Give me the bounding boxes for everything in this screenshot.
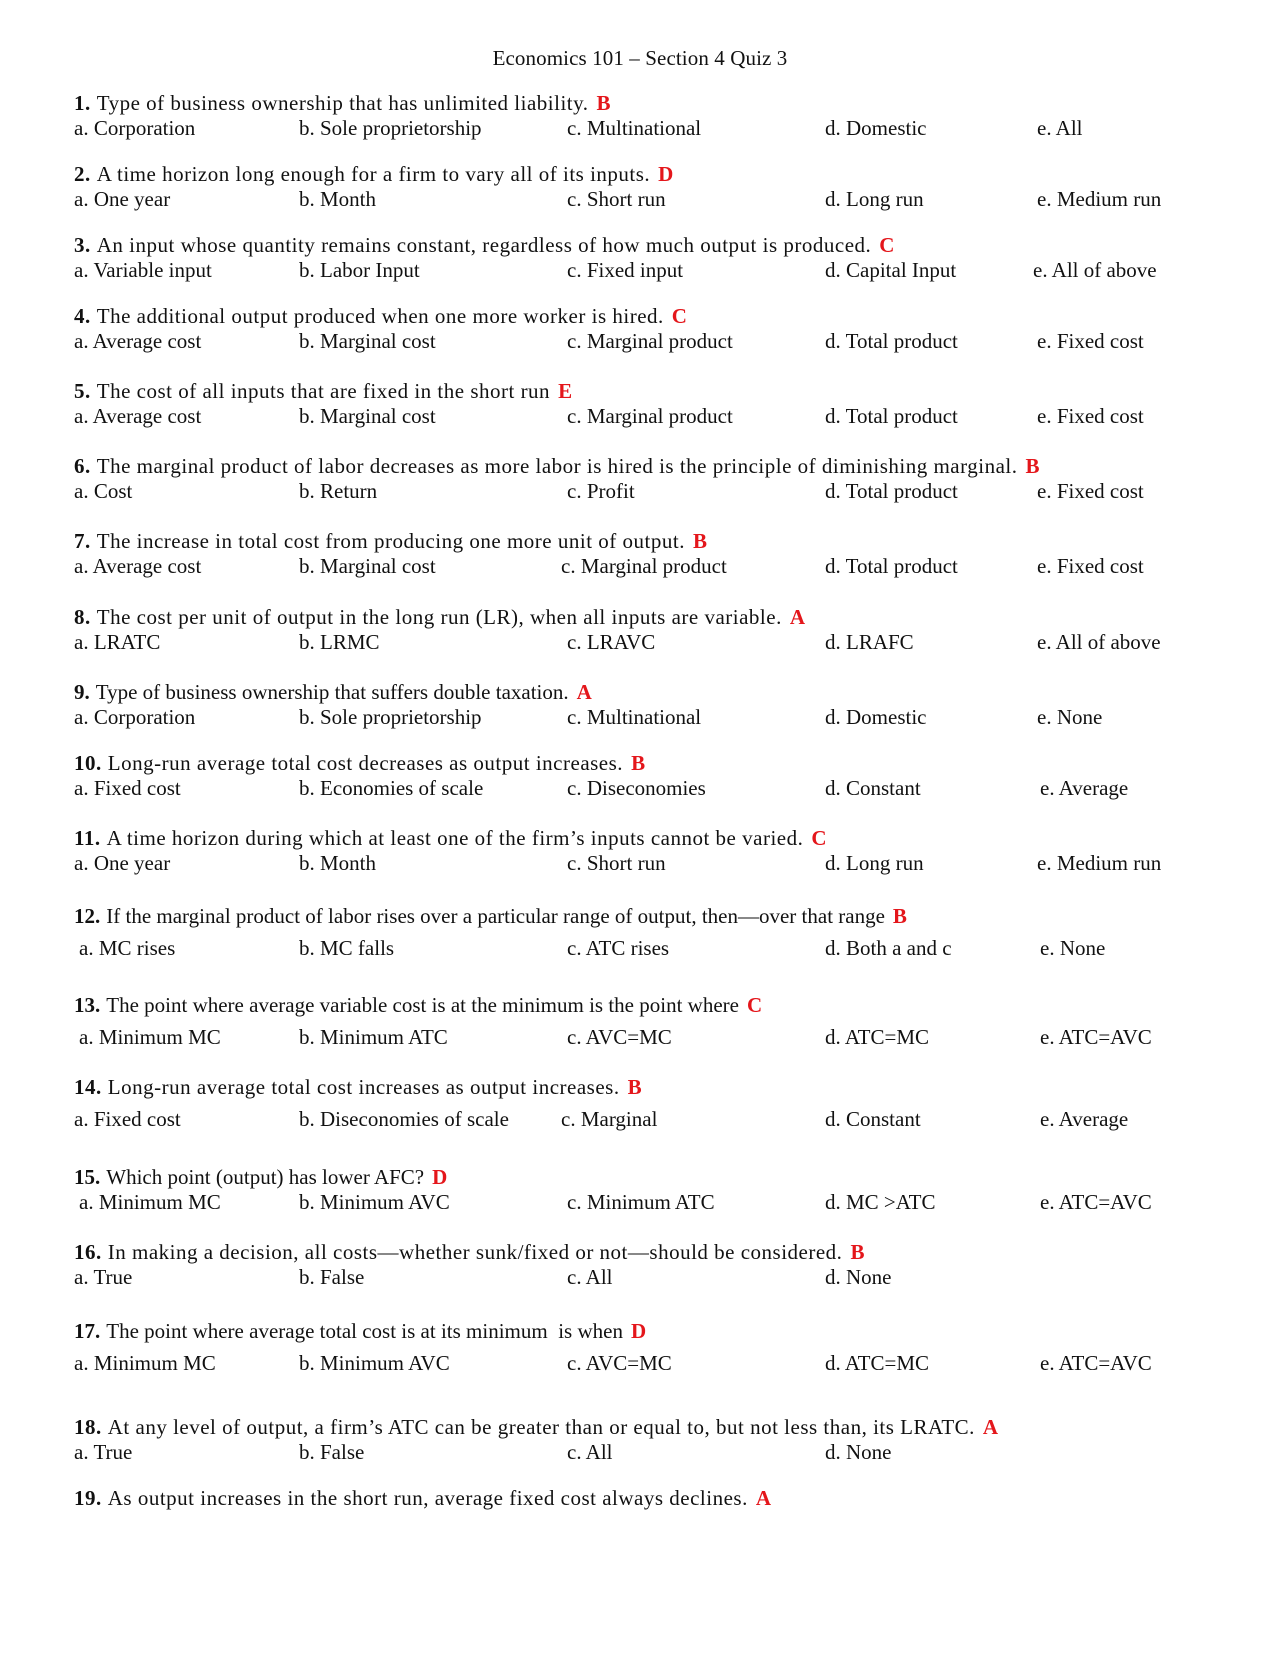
option-e: e. ATC=AVC: [1040, 1190, 1152, 1214]
question-number: 19.: [74, 1486, 102, 1510]
option-c: c. Minimum ATC: [567, 1190, 715, 1214]
option-d: d. Domestic: [825, 705, 927, 729]
option-d: d. LRAFC: [825, 630, 914, 654]
option-c: c. Profit: [567, 479, 635, 503]
option-e: e. Average: [1040, 776, 1129, 800]
option-c: c. Marginal: [561, 1107, 658, 1131]
question-stem: [74, 529, 707, 554]
answer-key: B: [631, 751, 646, 775]
question-stem: [74, 233, 895, 258]
page-title: Economics 101 – Section 4 Quiz 3: [492, 46, 788, 70]
question-number: 3.: [74, 233, 91, 257]
option-d: d. Long run: [825, 187, 924, 211]
question-stem: [74, 605, 806, 630]
option-c: c. AVC=MC: [567, 1351, 672, 1375]
option-e: e. None: [1040, 936, 1106, 960]
question-stem: [74, 1075, 642, 1100]
option-a: a. MC rises: [79, 936, 176, 960]
question-text: At any level of output, a firm’s ATC can be greater than or equal to, but not less than, its LRATC.: [107, 1415, 975, 1439]
question-number: 10.: [74, 751, 102, 775]
option-a: a. Variable input: [74, 258, 212, 282]
option-b: b. False: [299, 1265, 365, 1289]
option-c: c. Fixed input: [567, 258, 684, 282]
question-text: The additional output produced when one more worker is hired.: [96, 304, 664, 328]
option-a: a. Average cost: [74, 329, 202, 353]
answer-key: C: [746, 993, 763, 1017]
answer-key: B: [1025, 454, 1040, 478]
question-number: 18.: [74, 1415, 102, 1439]
option-a: a. LRATC: [74, 630, 161, 654]
answer-key: C: [671, 304, 688, 328]
option-e: e. All of above: [1033, 258, 1157, 282]
question-stem: [74, 826, 827, 851]
question-number: 9.: [74, 680, 90, 704]
question-number: 4.: [74, 304, 91, 328]
question-text: The point where average variable cost is at the minimum is the point where: [106, 993, 739, 1017]
question-stem: [74, 993, 762, 1018]
question-text: If the marginal product of labor rises over a particular range of output, then—over that range: [106, 904, 885, 928]
question-text: A time horizon during which at least one of the firm’s inputs cannot be varied.: [106, 826, 804, 850]
option-c: c. Short run: [567, 187, 666, 211]
option-d: d. Total product: [825, 554, 958, 578]
answer-key: B: [892, 904, 907, 928]
option-e: e. ATC=AVC: [1040, 1025, 1152, 1049]
question-number: 14.: [74, 1075, 102, 1099]
answer-key: B: [627, 1075, 643, 1099]
question-text: Type of business ownership that has unlimited liability.: [96, 91, 589, 115]
option-c: c. All: [567, 1265, 613, 1289]
option-a: a. Fixed cost: [74, 1107, 181, 1131]
option-b: b. LRMC: [299, 630, 380, 654]
question-text: The cost per unit of output in the long run (LR), when all inputs are variable.: [96, 605, 782, 629]
option-e: e. Fixed cost: [1037, 404, 1144, 428]
option-e: e. Fixed cost: [1037, 554, 1144, 578]
question-text: As output increases in the short run, average fixed cost always declines.: [107, 1486, 748, 1510]
option-d: d. Both a and c: [825, 936, 952, 960]
question-text: The point where average total cost is at its minimum is when: [106, 1319, 623, 1343]
option-c: c. AVC=MC: [567, 1025, 672, 1049]
option-d: d. Domestic: [825, 116, 927, 140]
option-a: a. Minimum MC: [79, 1190, 221, 1214]
question-stem: [74, 1486, 772, 1511]
option-a: a. Minimum MC: [74, 1351, 216, 1375]
option-c: c. Marginal product: [561, 554, 727, 578]
option-b: b. Diseconomies of scale: [299, 1107, 509, 1131]
option-d: d. Total product: [825, 479, 958, 503]
question-stem: [74, 1240, 865, 1265]
option-d: d. Total product: [825, 329, 958, 353]
question-number: 5.: [74, 379, 91, 403]
question-text: Type of business ownership that suffers double taxation.: [95, 680, 569, 704]
option-d: d. Long run: [825, 851, 924, 875]
question-text: In making a decision, all costs—whether sunk/fixed or not—should be considered.: [107, 1240, 843, 1264]
option-c: c. ATC rises: [567, 936, 670, 960]
option-d: d. Constant: [825, 1107, 921, 1131]
question-text: Long-run average total cost increases as output increases.: [107, 1075, 620, 1099]
question-stem: [74, 751, 646, 776]
question-stem: [74, 1165, 447, 1190]
question-number: 16.: [74, 1240, 102, 1264]
option-d: d. ATC=MC: [825, 1025, 930, 1049]
option-d: d. None: [825, 1265, 892, 1289]
question-text: Which point (output) has lower AFC?: [106, 1165, 425, 1189]
question-number: 8.: [74, 605, 91, 629]
option-a: a. Corporation: [74, 705, 196, 729]
option-c: c. Multinational: [567, 116, 702, 140]
option-b: b. False: [299, 1440, 365, 1464]
option-b: b. Month: [299, 187, 377, 211]
option-e: e. Average: [1040, 1107, 1129, 1131]
option-b: b. Sole proprietorship: [299, 116, 482, 140]
option-b: b. Return: [299, 479, 378, 503]
question-stem: [74, 379, 573, 404]
option-a: a. Corporation: [74, 116, 196, 140]
answer-key: A: [789, 605, 806, 629]
answer-key: C: [811, 826, 828, 850]
option-c: c. Short run: [567, 851, 666, 875]
question-number: 11.: [74, 826, 101, 850]
answer-key: B: [850, 1240, 865, 1264]
option-b: b. MC falls: [299, 936, 395, 960]
question-number: 2.: [74, 162, 91, 186]
question-stem: [74, 680, 592, 705]
option-e: e. Medium run: [1037, 187, 1162, 211]
question-text: An input whose quantity remains constant, regardless of how much output is produced.: [96, 233, 872, 257]
answer-key: B: [692, 529, 708, 553]
question-stem: [74, 454, 1040, 479]
option-b: b. Minimum ATC: [299, 1025, 448, 1049]
option-d: d. MC >ATC: [825, 1190, 936, 1214]
answer-key: A: [576, 680, 592, 704]
option-b: b. Marginal cost: [299, 329, 436, 353]
option-e: e. Fixed cost: [1037, 479, 1144, 503]
answer-key: A: [982, 1415, 999, 1439]
answer-key: A: [755, 1486, 772, 1510]
question-number: 6.: [74, 454, 91, 478]
question-text: The cost of all inputs that are fixed in the short run: [96, 379, 551, 403]
answer-key: B: [596, 91, 612, 115]
answer-key: D: [432, 1165, 448, 1189]
option-b: b. Economies of scale: [299, 776, 484, 800]
question-stem: [74, 1415, 999, 1440]
option-a: a. Average cost: [74, 554, 202, 578]
answer-key: E: [558, 379, 573, 403]
option-a: a. Fixed cost: [74, 776, 181, 800]
question-text: A time horizon long enough for a firm to vary all of its inputs.: [96, 162, 651, 186]
option-c: c. LRAVC: [567, 630, 656, 654]
option-a: a. Cost: [74, 479, 133, 503]
answer-key: C: [879, 233, 895, 257]
question-stem: [74, 304, 687, 329]
option-c: c. Multinational: [567, 705, 702, 729]
option-d: d. Total product: [825, 404, 958, 428]
option-e: e. ATC=AVC: [1040, 1351, 1152, 1375]
option-e: e. All: [1037, 116, 1083, 140]
option-b: b. Marginal cost: [299, 554, 436, 578]
option-a: a. True: [74, 1265, 133, 1289]
question-stem: [74, 904, 907, 929]
option-a: a. True: [74, 1440, 133, 1464]
option-d: d. ATC=MC: [825, 1351, 930, 1375]
question-text: The increase in total cost from producing one more unit of output.: [96, 529, 685, 553]
option-e: e. Fixed cost: [1037, 329, 1144, 353]
option-d: d. Constant: [825, 776, 921, 800]
option-a: a. One year: [74, 187, 171, 211]
question-number: 1.: [74, 91, 91, 115]
question-number: 12.: [74, 904, 101, 928]
option-d: d. Capital Input: [825, 258, 957, 282]
option-c: c. Diseconomies: [567, 776, 706, 800]
question-text: The marginal product of labor decreases as more labor is hired is the principle of diminishing marginal.: [96, 454, 1018, 478]
option-b: b. Labor Input: [299, 258, 420, 282]
option-b: b. Month: [299, 851, 377, 875]
question-number: 15.: [74, 1165, 101, 1189]
option-c: c. All: [567, 1440, 613, 1464]
question-stem: [74, 162, 674, 187]
option-c: c. Marginal product: [567, 404, 733, 428]
option-c: c. Marginal product: [567, 329, 733, 353]
question-number: 17.: [74, 1319, 101, 1343]
option-b: b. Minimum AVC: [299, 1190, 450, 1214]
option-a: a. Minimum MC: [79, 1025, 221, 1049]
option-b: b. Marginal cost: [299, 404, 436, 428]
option-e: e. Medium run: [1037, 851, 1162, 875]
option-e: e. All of above: [1037, 630, 1161, 654]
option-b: b. Minimum AVC: [299, 1351, 450, 1375]
question-number: 13.: [74, 993, 101, 1017]
option-a: a. Average cost: [74, 404, 202, 428]
answer-key: D: [630, 1319, 647, 1343]
question-text: Long-run average total cost decreases as output increases.: [107, 751, 624, 775]
option-d: d. None: [825, 1440, 892, 1464]
answer-key: D: [658, 162, 674, 186]
option-a: a. One year: [74, 851, 171, 875]
question-number: 7.: [74, 529, 91, 553]
option-e: e. None: [1037, 705, 1103, 729]
question-stem: [74, 91, 611, 116]
option-b: b. Sole proprietorship: [299, 705, 482, 729]
question-stem: [74, 1319, 646, 1344]
